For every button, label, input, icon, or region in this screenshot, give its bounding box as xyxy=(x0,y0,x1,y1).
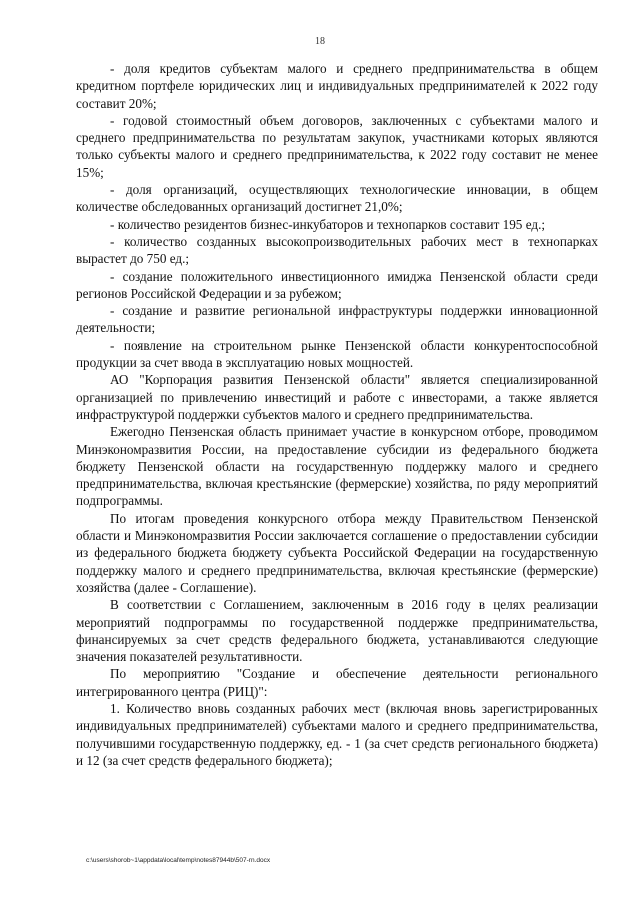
paragraph-performance-indicators: В соответствии с Соглашением, заключенным в 2016 году в целях реализации мероприятий подпрограммы по государственной поддержке предпринимательства, финансируемых за счет средств федерального бюджета, устанавливаются следующие значения показателей результативности. xyxy=(76,597,598,665)
paragraph-innovation-infrastructure: - создание и развитие региональной инфраструктуры поддержки инновационной деятельности; xyxy=(76,303,598,336)
paragraph-ric-activity: По мероприятию "Создание и обеспечение деятельности регионального интегрированного центра (РИЦ)": xyxy=(76,666,598,699)
file-path-footer: c:\users\shorob~1\appdata\local\temp\notes87944b\507-rn.docx xyxy=(86,857,271,864)
paragraph-credit-share: - доля кредитов субъектам малого и среднего предпринимательства в общем кредитном портфеле юридических лиц и индивидуальных предпринимателей к 2022 году составит 20%; xyxy=(76,61,598,111)
paragraph-new-jobs: 1. Количество вновь созданных рабочих мест (включая вновь зарегистрированных индивидуальных предпринимателей) субъектами малого и среднего предпринимательства, получившими государственную поддержку, ед. - 1 (за счет средств регионального бюджета) и 12 (за счет средств федерального бюджета); xyxy=(76,700,598,768)
paragraph-technopark-jobs: - количество созданных высокопроизводительных рабочих мест в технопарках вырастет до 750 ед.; xyxy=(76,233,598,267)
paragraph-agreement: По итогам проведения конкурсного отбора между Правительством Пензенской области и Минэкономразвития России заключается соглашение о предоставлении субсидии из федерального бюджета бюджету субъекта Российской Федерации на государственную поддержку малого и среднего предпринимательства, включая крестьянские (фермерские) хозяйства (далее - Соглашение). xyxy=(76,510,598,595)
paragraph-innovation-share: - доля организаций, осуществляющих технологические инновации, в общем количестве обследованных организаций достигнет 21,0%; xyxy=(76,182,598,215)
paragraph-competitive-selection: Ежегодно Пензенская область принимает участие в конкурсном отборе, проводимом Минэкономразвития России, на предоставление субсидии из федерального бюджета бюджету Пензенской области на государственную поддержку малого и среднего предпринимательства, включая крестьянские (фермерские) хозяйства, по ряду мероприятий подпрограммы. xyxy=(76,424,598,509)
page-number: 18 xyxy=(315,36,325,47)
paragraph-investment-image: - создание положительного инвестиционного имиджа Пензенской области среди регионов Российской Федерации и за рубежом; xyxy=(76,268,598,301)
paragraph-incubator-residents: - количество резидентов бизнес-инкубаторов и технопарков составит 195 ед.; xyxy=(110,216,546,232)
paragraph-construction-market: - появление на строительном рынке Пензенской области конкурентоспособной продукции за счет ввода в эксплуатацию новых мощностей. xyxy=(76,337,598,371)
paragraph-development-corporation: АО "Корпорация развития Пензенской области" является специализированной организацией по привлечению инвестиций и работе с инвесторами, а также является инфраструктурой поддержки субъектов малого и среднего предпринимательства. xyxy=(76,372,598,422)
document-body xyxy=(76,60,598,769)
paragraph-procurement-volume: - годовой стоимостный объем договоров, заключенных с субъектами малого и среднего предпринимательства по результатам закупок, участниками которых являются только субъекты малого и среднего предпринимательства, к 2022 году составит не менее 15%; xyxy=(76,112,598,180)
